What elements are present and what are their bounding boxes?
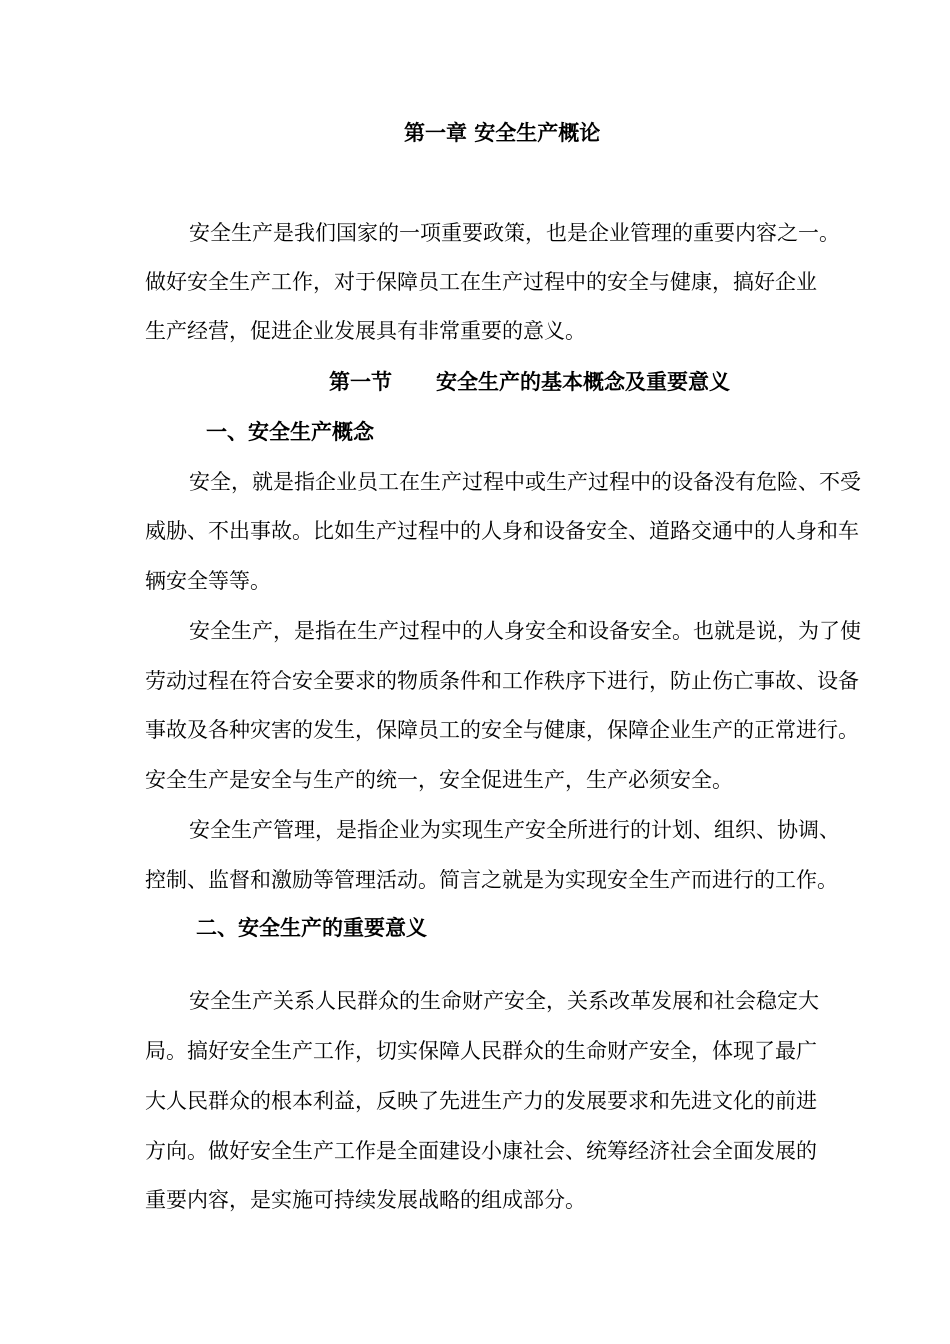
chapter-title: 第一章 安全生产概论 (404, 120, 601, 145)
section-number: 第一节 (329, 369, 392, 394)
paragraph-line: 安全，就是指企业员工在生产过程中或生产过程中的设备没有危险、不受 (189, 470, 861, 494)
section-title: 安全生产的基本概念及重要意义 (436, 369, 730, 394)
paragraph-line: 安全生产管理，是指企业为实现生产安全所进行的计划、组织、协调、 (189, 818, 840, 842)
paragraph-line: 重要内容，是实施可持续发展战略的组成部分。 (145, 1188, 586, 1212)
paragraph-line: 大人民群众的根本利益，反映了先进生产力的发展要求和先进文化的前进 (145, 1089, 817, 1113)
paragraph-line: 安全生产，是指在生产过程中的人身安全和设备安全。也就是说，为了使 (189, 619, 861, 643)
paragraph-line: 安全生产关系人民群众的生命财产安全，关系改革发展和社会稳定大 (189, 989, 819, 1013)
paragraph-line: 事故及各种灾害的发生，保障员工的安全与健康，保障企业生产的正常进行。 (145, 718, 859, 742)
paragraph-line: 方向。做好安全生产工作是全面建设小康社会、统筹经济社会全面发展的 (145, 1139, 817, 1163)
paragraph-line: 控制、监督和激励等管理活动。简言之就是为实现安全生产而进行的工作。 (145, 868, 838, 892)
paragraph-line: 劳动过程在符合安全要求的物质条件和工作秩序下进行，防止伤亡事故、设备 (145, 669, 859, 693)
intro-line-1: 安全生产是我们国家的一项重要政策，也是企业管理的重要内容之一。 (189, 221, 840, 245)
paragraph-line: 辆安全等等。 (145, 569, 271, 593)
paragraph-line: 局。搞好安全生产工作，切实保障人民群众的生命财产安全，体现了最广 (145, 1039, 817, 1063)
subsection-2-heading: 二、安全生产的重要意义 (196, 915, 427, 940)
subsection-1-heading: 一、安全生产概念 (206, 419, 374, 444)
intro-line-3: 生产经营，促进企业发展具有非常重要的意义。 (145, 319, 586, 343)
section-heading (329, 368, 730, 396)
paragraph-line: 安全生产是安全与生产的统一，安全促进生产，生产必须安全。 (145, 768, 733, 792)
intro-line-2: 做好安全生产工作，对于保障员工在生产过程中的安全与健康，搞好企业 (145, 270, 817, 294)
paragraph-line: 威胁、不出事故。比如生产过程中的人身和设备安全、道路交通中的人身和车 (145, 519, 859, 543)
